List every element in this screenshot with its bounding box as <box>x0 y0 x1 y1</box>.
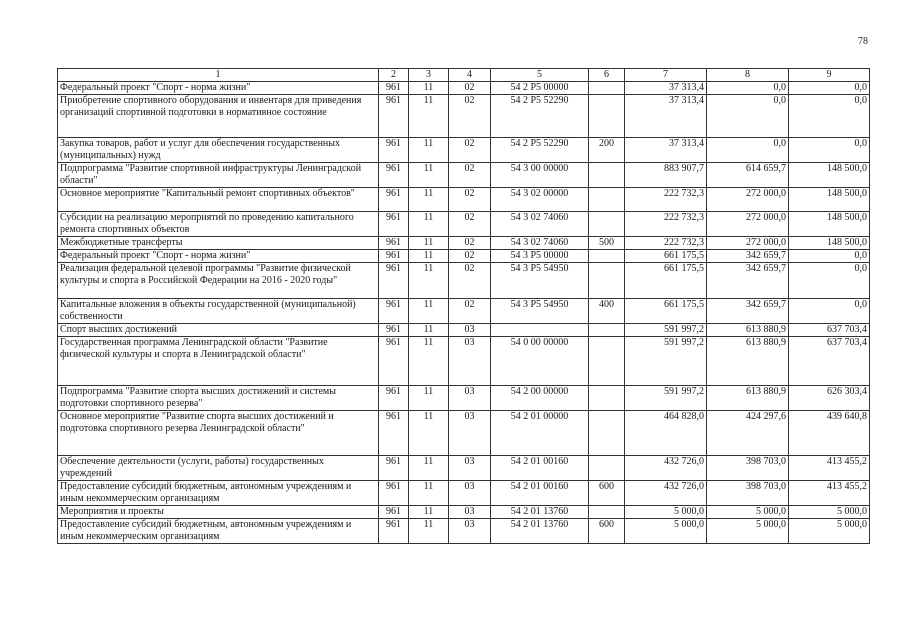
cell-amount-3: 148 500,0 <box>789 237 870 250</box>
cell-expense-type <box>589 411 625 456</box>
cell-amount-3: 148 500,0 <box>789 163 870 188</box>
cell-subsection: 03 <box>449 386 491 411</box>
cell-target-article: 54 0 00 00000 <box>491 337 589 386</box>
cell-amount-2: 613 880,9 <box>707 337 789 386</box>
cell-subsection: 02 <box>449 212 491 237</box>
cell-target-article: 54 3 00 00000 <box>491 163 589 188</box>
cell-target-article: 54 2 01 00000 <box>491 411 589 456</box>
cell-amount-2: 424 297,6 <box>707 411 789 456</box>
cell-subsection: 02 <box>449 250 491 263</box>
cell-amount-2: 0,0 <box>707 82 789 95</box>
table-row <box>58 456 870 481</box>
cell-name: Государственная программа Ленинградской области "Развитие физической культуры и спорта в Ленинградской области" <box>58 337 379 386</box>
table-row <box>58 519 870 544</box>
cell-subsection: 03 <box>449 481 491 506</box>
cell-grbs: 961 <box>379 188 409 212</box>
cell-name: Подпрограмма "Развитие спорта высших достижений и системы подготовки спортивного резерва" <box>58 386 379 411</box>
cell-expense-type: 500 <box>589 237 625 250</box>
cell-section: 11 <box>409 324 449 337</box>
cell-amount-1: 464 828,0 <box>625 411 707 456</box>
cell-grbs: 961 <box>379 263 409 299</box>
cell-amount-2: 613 880,9 <box>707 386 789 411</box>
cell-amount-1: 222 732,3 <box>625 188 707 212</box>
table-row <box>58 386 870 411</box>
cell-amount-1: 37 313,4 <box>625 138 707 163</box>
cell-grbs: 961 <box>379 237 409 250</box>
cell-amount-1: 37 313,4 <box>625 95 707 138</box>
column-header: 1 <box>58 69 379 82</box>
cell-amount-3: 637 703,4 <box>789 337 870 386</box>
cell-amount-2: 272 000,0 <box>707 212 789 237</box>
cell-amount-2: 5 000,0 <box>707 519 789 544</box>
cell-expense-type <box>589 163 625 188</box>
cell-grbs: 961 <box>379 324 409 337</box>
cell-target-article: 54 2 01 00160 <box>491 481 589 506</box>
column-header: 7 <box>625 69 707 82</box>
cell-section: 11 <box>409 95 449 138</box>
cell-amount-1: 5 000,0 <box>625 506 707 519</box>
cell-amount-1: 5 000,0 <box>625 519 707 544</box>
cell-amount-3: 439 640,8 <box>789 411 870 456</box>
cell-amount-3: 637 703,4 <box>789 324 870 337</box>
cell-name: Реализация федеральной целевой программы "Развитие физической культуры и спорта в Российской Федерации на 2016 - 2020 годы" <box>58 263 379 299</box>
cell-amount-3: 413 455,2 <box>789 481 870 506</box>
cell-subsection: 02 <box>449 299 491 324</box>
cell-section: 11 <box>409 481 449 506</box>
cell-grbs: 961 <box>379 456 409 481</box>
table-row <box>58 138 870 163</box>
cell-amount-2: 0,0 <box>707 95 789 138</box>
table-body <box>58 82 870 544</box>
table-row <box>58 411 870 456</box>
cell-subsection: 02 <box>449 188 491 212</box>
cell-subsection: 03 <box>449 337 491 386</box>
cell-amount-2: 398 703,0 <box>707 456 789 481</box>
cell-grbs: 961 <box>379 250 409 263</box>
cell-name: Предоставление субсидий бюджетным, автономным учреждениям и иным некоммерческим организациям <box>58 519 379 544</box>
cell-subsection: 02 <box>449 263 491 299</box>
cell-amount-3: 5 000,0 <box>789 506 870 519</box>
table-row <box>58 481 870 506</box>
cell-amount-1: 432 726,0 <box>625 481 707 506</box>
cell-amount-2: 0,0 <box>707 138 789 163</box>
cell-amount-2: 272 000,0 <box>707 237 789 250</box>
cell-expense-type <box>589 456 625 481</box>
cell-expense-type <box>589 188 625 212</box>
cell-amount-1: 591 997,2 <box>625 337 707 386</box>
cell-section: 11 <box>409 411 449 456</box>
cell-amount-3: 0,0 <box>789 263 870 299</box>
cell-amount-3: 148 500,0 <box>789 212 870 237</box>
cell-grbs: 961 <box>379 386 409 411</box>
cell-target-article: 54 3 02 74060 <box>491 237 589 250</box>
cell-expense-type: 400 <box>589 299 625 324</box>
cell-grbs: 961 <box>379 299 409 324</box>
cell-subsection: 02 <box>449 237 491 250</box>
cell-name: Предоставление субсидий бюджетным, автономным учреждениям и иным некоммерческим организациям <box>58 481 379 506</box>
cell-amount-2: 272 000,0 <box>707 188 789 212</box>
column-header: 3 <box>409 69 449 82</box>
cell-grbs: 961 <box>379 411 409 456</box>
cell-grbs: 961 <box>379 212 409 237</box>
cell-amount-1: 661 175,5 <box>625 299 707 324</box>
cell-grbs: 961 <box>379 95 409 138</box>
cell-grbs: 961 <box>379 481 409 506</box>
cell-name: Федеральный проект "Спорт - норма жизни" <box>58 250 379 263</box>
cell-amount-3: 626 303,4 <box>789 386 870 411</box>
cell-expense-type <box>589 95 625 138</box>
cell-subsection: 02 <box>449 95 491 138</box>
cell-target-article: 54 2 01 00160 <box>491 456 589 481</box>
cell-target-article: 54 2 P5 00000 <box>491 82 589 95</box>
cell-name: Закупка товаров, работ и услуг для обеспечения государственных (муниципальных) нужд <box>58 138 379 163</box>
cell-subsection: 03 <box>449 324 491 337</box>
cell-name: Федеральный проект "Спорт - норма жизни" <box>58 82 379 95</box>
cell-expense-type <box>589 324 625 337</box>
cell-section: 11 <box>409 263 449 299</box>
cell-section: 11 <box>409 82 449 95</box>
budget-table <box>57 68 870 544</box>
cell-amount-2: 398 703,0 <box>707 481 789 506</box>
cell-subsection: 03 <box>449 519 491 544</box>
cell-expense-type <box>589 263 625 299</box>
column-header: 5 <box>491 69 589 82</box>
cell-section: 11 <box>409 163 449 188</box>
cell-section: 11 <box>409 188 449 212</box>
cell-expense-type <box>589 386 625 411</box>
cell-amount-3: 0,0 <box>789 82 870 95</box>
cell-grbs: 961 <box>379 506 409 519</box>
table-row <box>58 337 870 386</box>
cell-target-article: 54 2 01 13760 <box>491 506 589 519</box>
cell-amount-1: 222 732,3 <box>625 237 707 250</box>
table-row <box>58 163 870 188</box>
cell-name: Основное мероприятие "Развитие спорта высших достижений и подготовка спортивного резерва Ленинградской области" <box>58 411 379 456</box>
header-row <box>58 69 870 82</box>
cell-subsection: 03 <box>449 411 491 456</box>
cell-expense-type: 600 <box>589 519 625 544</box>
cell-target-article: 54 3 P5 00000 <box>491 250 589 263</box>
cell-grbs: 961 <box>379 82 409 95</box>
cell-amount-1: 432 726,0 <box>625 456 707 481</box>
table-row <box>58 250 870 263</box>
cell-name: Капитальные вложения в объекты государственной (муниципальной) собственности <box>58 299 379 324</box>
table-row <box>58 299 870 324</box>
cell-expense-type: 200 <box>589 138 625 163</box>
cell-target-article: 54 3 P5 54950 <box>491 263 589 299</box>
cell-target-article: 54 2 00 00000 <box>491 386 589 411</box>
column-header: 6 <box>589 69 625 82</box>
cell-amount-2: 342 659,7 <box>707 250 789 263</box>
cell-grbs: 961 <box>379 519 409 544</box>
column-header: 9 <box>789 69 870 82</box>
cell-amount-2: 342 659,7 <box>707 263 789 299</box>
cell-subsection: 03 <box>449 506 491 519</box>
cell-amount-3: 5 000,0 <box>789 519 870 544</box>
cell-expense-type <box>589 212 625 237</box>
cell-subsection: 02 <box>449 138 491 163</box>
cell-amount-1: 661 175,5 <box>625 263 707 299</box>
cell-section: 11 <box>409 519 449 544</box>
table-row <box>58 188 870 212</box>
cell-amount-2: 5 000,0 <box>707 506 789 519</box>
cell-target-article: 54 2 01 13760 <box>491 519 589 544</box>
cell-grbs: 961 <box>379 337 409 386</box>
cell-section: 11 <box>409 212 449 237</box>
cell-expense-type <box>589 82 625 95</box>
cell-amount-1: 222 732,3 <box>625 212 707 237</box>
cell-expense-type <box>589 506 625 519</box>
cell-section: 11 <box>409 138 449 163</box>
cell-section: 11 <box>409 250 449 263</box>
table-row <box>58 212 870 237</box>
cell-name: Приобретение спортивного оборудования и инвентаря для приведения организаций спортивной подготовки в нормативное состояние <box>58 95 379 138</box>
cell-subsection: 02 <box>449 82 491 95</box>
cell-amount-1: 661 175,5 <box>625 250 707 263</box>
table-row <box>58 324 870 337</box>
cell-subsection: 03 <box>449 456 491 481</box>
cell-expense-type <box>589 337 625 386</box>
cell-grbs: 961 <box>379 138 409 163</box>
cell-amount-3: 148 500,0 <box>789 188 870 212</box>
column-header: 4 <box>449 69 491 82</box>
cell-amount-3: 0,0 <box>789 95 870 138</box>
table-row <box>58 95 870 138</box>
page-number: 78 <box>858 36 868 47</box>
table-row <box>58 82 870 95</box>
cell-section: 11 <box>409 386 449 411</box>
cell-amount-2: 614 659,7 <box>707 163 789 188</box>
cell-target-article: 54 2 P5 52290 <box>491 138 589 163</box>
cell-section: 11 <box>409 337 449 386</box>
cell-amount-3: 413 455,2 <box>789 456 870 481</box>
column-header: 8 <box>707 69 789 82</box>
cell-section: 11 <box>409 237 449 250</box>
cell-subsection: 02 <box>449 163 491 188</box>
column-header: 2 <box>379 69 409 82</box>
cell-expense-type: 600 <box>589 481 625 506</box>
cell-name: Мероприятия и проекты <box>58 506 379 519</box>
cell-grbs: 961 <box>379 163 409 188</box>
cell-amount-2: 613 880,9 <box>707 324 789 337</box>
cell-amount-1: 883 907,7 <box>625 163 707 188</box>
table-row <box>58 237 870 250</box>
table-row <box>58 263 870 299</box>
cell-target-article <box>491 324 589 337</box>
cell-target-article: 54 2 P5 52290 <box>491 95 589 138</box>
cell-amount-1: 591 997,2 <box>625 386 707 411</box>
cell-amount-1: 591 997,2 <box>625 324 707 337</box>
cell-section: 11 <box>409 299 449 324</box>
cell-name: Межбюджетные трансферты <box>58 237 379 250</box>
cell-name: Спорт высших достижений <box>58 324 379 337</box>
cell-amount-2: 342 659,7 <box>707 299 789 324</box>
cell-expense-type <box>589 250 625 263</box>
table-row <box>58 506 870 519</box>
cell-name: Подпрограмма "Развитие спортивной инфраструктуры Ленинградской области" <box>58 163 379 188</box>
cell-amount-3: 0,0 <box>789 250 870 263</box>
cell-target-article: 54 3 02 74060 <box>491 212 589 237</box>
cell-amount-3: 0,0 <box>789 138 870 163</box>
cell-amount-3: 0,0 <box>789 299 870 324</box>
cell-name: Обеспечение деятельности (услуги, работы) государственных учреждений <box>58 456 379 481</box>
cell-section: 11 <box>409 506 449 519</box>
cell-amount-1: 37 313,4 <box>625 82 707 95</box>
cell-section: 11 <box>409 456 449 481</box>
cell-name: Субсидии на реализацию мероприятий по проведению капитального ремонта спортивных объектов <box>58 212 379 237</box>
cell-target-article: 54 3 P5 54950 <box>491 299 589 324</box>
cell-target-article: 54 3 02 00000 <box>491 188 589 212</box>
cell-name: Основное мероприятие "Капитальный ремонт спортивных объектов" <box>58 188 379 212</box>
